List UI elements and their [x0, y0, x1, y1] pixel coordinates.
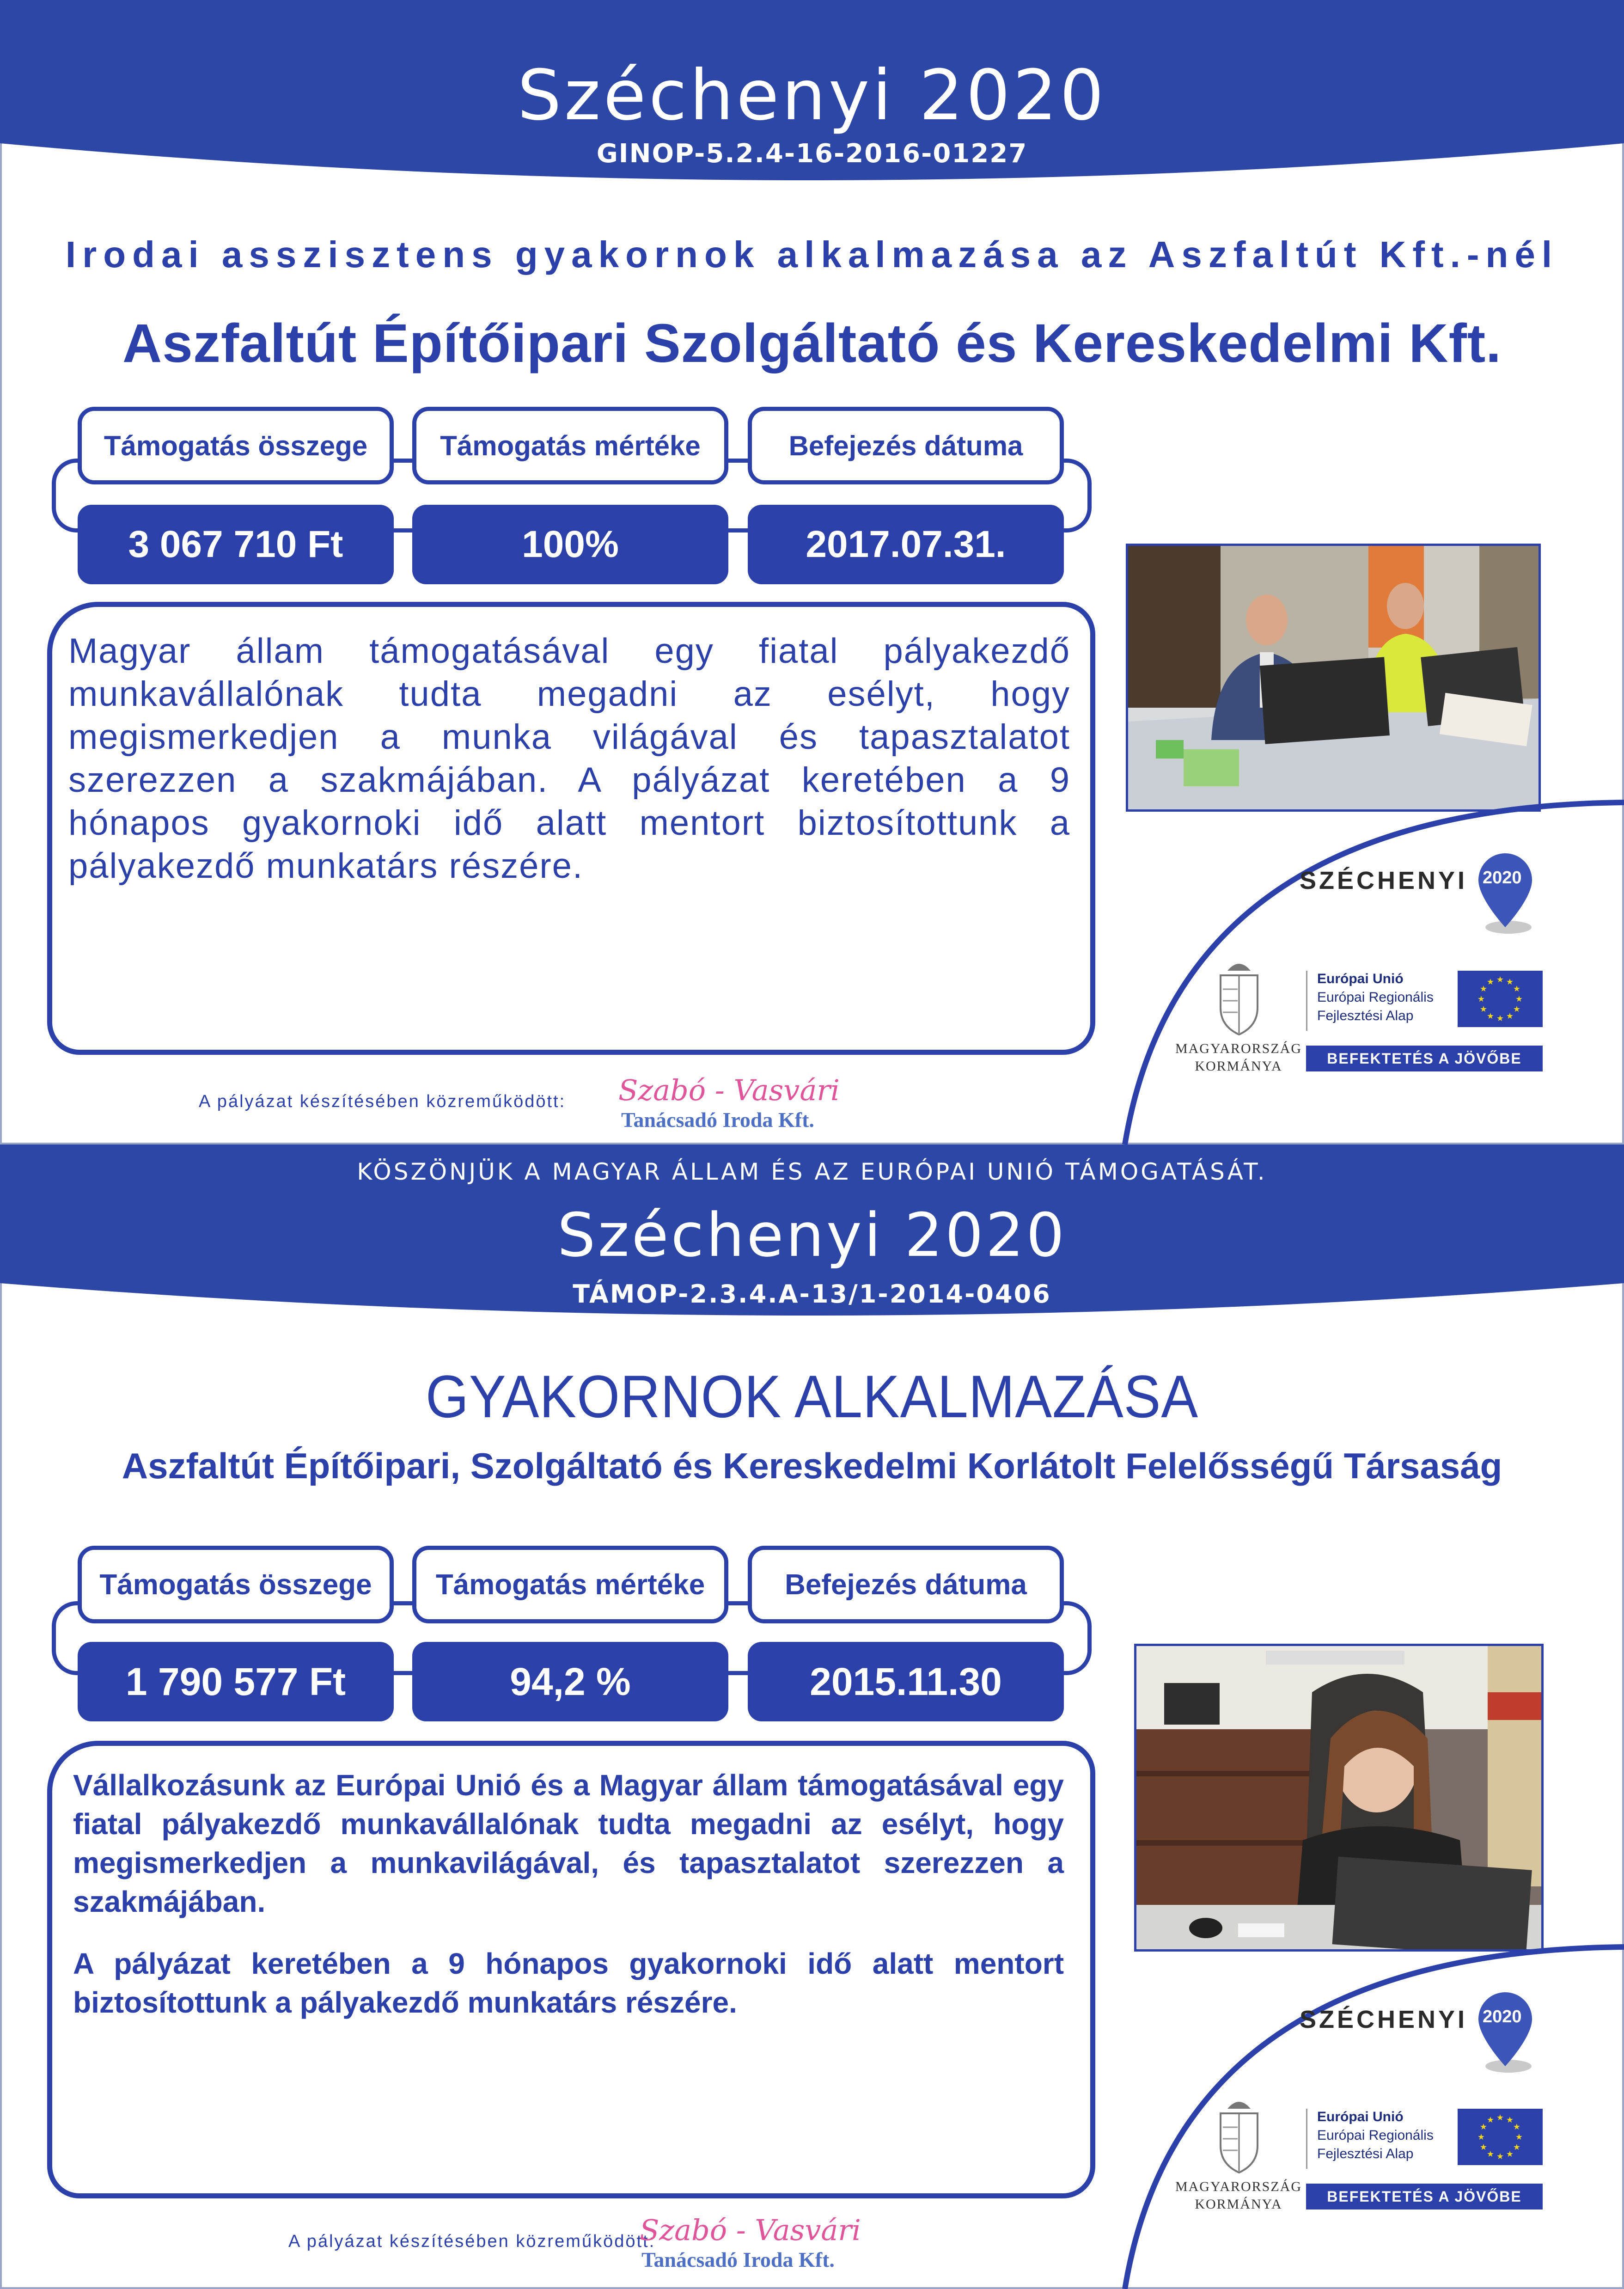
logo-arc: [1069, 1873, 1624, 2289]
svg-text:★: ★: [1513, 2142, 1521, 2152]
page-title: Széchenyi 2020: [517, 55, 1107, 136]
szechenyi-logo-text: SZÉCHENYI: [1300, 867, 1468, 894]
svg-text:★: ★: [1513, 984, 1521, 994]
eu-text: [1317, 970, 1456, 1025]
panel-ginop: [0, 0, 1624, 1144]
logo-arc: [1069, 728, 1624, 1144]
svg-text:★: ★: [1513, 2122, 1521, 2132]
label-support-amount: Támogatás összege: [78, 407, 394, 484]
company-name: Aszfaltút Építőipari Szolgáltató és Kereskedelmi Kft.: [122, 313, 1502, 374]
szechenyi-pin-icon: [1475, 1988, 1535, 2075]
project-subtitle: Irodai asszisztens gyakornok alkalmazása az Aszfaltút Kft.-nél: [65, 234, 1559, 275]
eu-divider: [1306, 2109, 1307, 2169]
value-end-date: 2017.07.31.: [748, 505, 1064, 584]
svg-text:★: ★: [1513, 1004, 1521, 1014]
svg-text:★: ★: [1506, 2149, 1514, 2159]
eu-line-3: Fejlesztési Alap: [1317, 1008, 1414, 1023]
eu-text: [1317, 2108, 1456, 2163]
label-end-date: Befejezés dátuma: [748, 1546, 1064, 1623]
government-label: [1160, 1040, 1317, 1075]
government-line-1: MAGYARORSZÁG: [1175, 1041, 1302, 1056]
description-text: Magyar állam támogatásával egy fiatal pályakezdő munkavállalónak tudta megadni az esélyt, hogy megismerkedjen a munka világával és tapasztalatot szerezzen a szakmájában. A pályázat keretében a 9 hónapos gyakornoki idő alatt mentort biztosítottunk a pályakezdő munkatárs részére.: [68, 631, 1070, 886]
szechenyi-pin-icon: [1475, 849, 1535, 936]
svg-text:★: ★: [1515, 2132, 1523, 2142]
page-title: Széchenyi 2020: [557, 1200, 1067, 1270]
svg-text:★: ★: [1496, 2113, 1504, 2123]
description-text-1: Vállalkozásunk az Európai Unió és a Magyar állam támogatásával egy fiatal pályakezdő munkavállalónak tudta megadni az esélyt, hogy megismerkedjen a munkavilágával, és tapasztalatot szerezzen a szakmájában.: [73, 1769, 1064, 1918]
svg-text:★: ★: [1486, 977, 1495, 987]
eu-line-2: Európai Regionális: [1317, 990, 1434, 1005]
credit-firm: Tanácsadó Iroda Kft.: [641, 2248, 835, 2271]
credit-script: Szabó - Vasvári: [640, 2213, 861, 2247]
eu-flag-icon: [1458, 971, 1543, 1027]
svg-text:★: ★: [1486, 1011, 1495, 1021]
befektetes-badge: BEFEKTETÉS A JÖVŐBE: [1306, 2184, 1543, 2209]
svg-text:★: ★: [1486, 2149, 1495, 2159]
project-subtitle: GYAKORNOK ALKALMAZÁSA: [425, 1363, 1199, 1430]
thank-you-line: KÖSZÖNJÜK A MAGYAR ÁLLAM ÉS AZ EURÓPAI UNIÓ TÁMOGATÁSÁT.: [357, 1158, 1267, 1185]
value-support-amount: 1 790 577 Ft: [78, 1642, 394, 1721]
value-support-rate: 100%: [412, 505, 728, 584]
szechenyi-logo-text: SZÉCHENYI: [1300, 2006, 1468, 2033]
eu-line-2: Európai Regionális: [1317, 2128, 1434, 2143]
svg-text:★: ★: [1477, 2132, 1485, 2142]
eu-title: Európai Unió: [1317, 971, 1404, 986]
svg-text:★: ★: [1479, 2122, 1488, 2132]
svg-text:★: ★: [1506, 2115, 1514, 2125]
svg-text:★: ★: [1496, 1014, 1504, 1023]
project-code: GINOP-5.2.4-16-2016-01227: [596, 139, 1028, 169]
value-support-rate: 94,2 %: [412, 1642, 728, 1721]
credit-label: A pályázat készítésében közreműködött:: [288, 2232, 656, 2251]
company-name: Aszfaltút Építőipari, Szolgáltató és Kereskedelmi Korlátolt Felelősségű Társaság: [122, 1445, 1502, 1486]
svg-text:★: ★: [1479, 1004, 1488, 1014]
label-end-date: Befejezés dátuma: [748, 407, 1064, 484]
credit-firm: Tanácsadó Iroda Kft.: [621, 1108, 814, 1132]
value-end-date: 2015.11.30: [748, 1642, 1064, 1721]
eu-flag-icon: [1458, 2109, 1543, 2165]
project-code: TÁMOP-2.3.4.A-13/1-2014-0406: [573, 1279, 1051, 1309]
credit-label: A pályázat készítésében közreműködött:: [199, 1092, 566, 1111]
svg-text:★: ★: [1479, 984, 1488, 994]
szechenyi-logo-year: 2020: [1483, 2007, 1522, 2026]
label-support-amount: Támogatás összege: [78, 1546, 394, 1623]
label-support-rate: Támogatás mértéke: [412, 407, 728, 484]
svg-text:★: ★: [1496, 975, 1504, 985]
svg-text:★: ★: [1506, 1011, 1514, 1021]
description-text-2: A pályázat keretében a 9 hónapos gyakornoki idő alatt mentort biztosítottunk a pályakezdő munkatárs részére.: [73, 1947, 1064, 2019]
svg-text:★: ★: [1479, 2142, 1488, 2152]
svg-text:★: ★: [1506, 977, 1514, 987]
befektetes-badge: BEFEKTETÉS A JÖVŐBE: [1306, 1046, 1543, 1071]
eu-title: Európai Unió: [1317, 2109, 1404, 2124]
coat-of-arms-icon: [1214, 957, 1264, 1035]
szechenyi-logo-year: 2020: [1483, 868, 1522, 887]
svg-text:★: ★: [1477, 994, 1485, 1004]
svg-text:★: ★: [1515, 994, 1523, 1004]
government-line-2: KORMÁNYA: [1195, 2197, 1282, 2212]
government-line-1: MAGYARORSZÁG: [1175, 2179, 1302, 2194]
coat-of-arms-icon: [1214, 2095, 1264, 2173]
credit-script: Szabó - Vasvári: [618, 1073, 840, 1107]
eu-line-3: Fejlesztési Alap: [1317, 2146, 1414, 2161]
svg-text:★: ★: [1486, 2115, 1495, 2125]
eu-divider: [1306, 971, 1307, 1031]
svg-text:★: ★: [1496, 2152, 1504, 2161]
government-label: [1160, 2178, 1317, 2213]
government-line-2: KORMÁNYA: [1195, 1059, 1282, 1074]
label-support-rate: Támogatás mértéke: [412, 1546, 728, 1623]
panel-tamop: [0, 1144, 1624, 2289]
value-support-amount: 3 067 710 Ft: [78, 505, 394, 584]
